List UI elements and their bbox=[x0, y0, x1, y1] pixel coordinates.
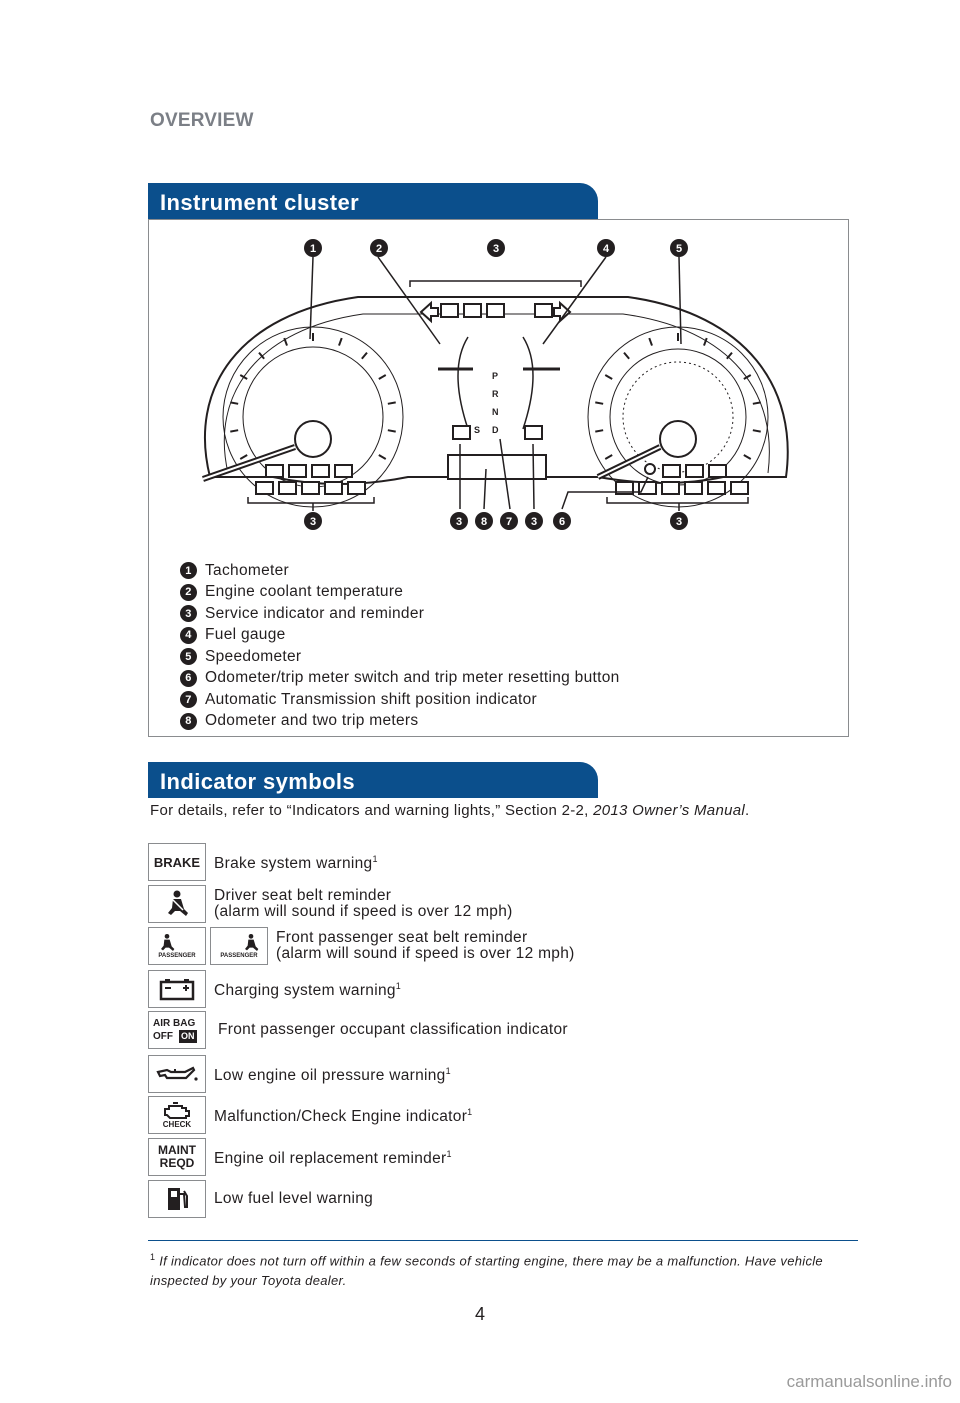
gear-s: S bbox=[474, 425, 481, 435]
passenger-icon-text: PASSENGER bbox=[158, 953, 196, 959]
legend-number: 6 bbox=[180, 670, 197, 687]
footnote-ref: 1 bbox=[467, 1107, 473, 1118]
legend-number: 2 bbox=[180, 584, 197, 601]
reqd-icon-text: REQD bbox=[159, 1156, 195, 1170]
footnote-ref: 1 bbox=[445, 1066, 451, 1077]
indicator-row bbox=[148, 1138, 452, 1176]
legend-number: 4 bbox=[180, 627, 197, 644]
legend-item bbox=[180, 560, 620, 582]
callout-4: 4 bbox=[602, 243, 610, 255]
legend-number: 1 bbox=[180, 562, 197, 579]
maint-reqd-icon bbox=[148, 1138, 206, 1176]
indicator-label-note: (alarm will sound if speed is over 12 mph) bbox=[276, 945, 575, 962]
indicator-label-text: Brake system warning bbox=[214, 855, 373, 873]
callout-2: 2 bbox=[375, 243, 383, 255]
legend-number: 8 bbox=[180, 713, 197, 730]
indicator-intro bbox=[150, 800, 830, 821]
legend-number: 7 bbox=[180, 691, 197, 708]
callout-8: 8 bbox=[480, 516, 488, 528]
brake-warning-icon bbox=[148, 843, 206, 881]
watermark: carmanualsonline.info bbox=[786, 1372, 952, 1391]
instrument-cluster-heading: Instrument cluster bbox=[148, 183, 598, 219]
indicator-label-text: Engine oil replacement reminder bbox=[214, 1150, 447, 1168]
callout-3-mid-left: 3 bbox=[455, 516, 463, 528]
legend-label: Odometer and two trip meters bbox=[205, 712, 419, 730]
check-icon-text: CHECK bbox=[162, 1119, 192, 1129]
indicator-row bbox=[148, 885, 513, 923]
indicator-row bbox=[148, 1180, 373, 1218]
indicator-row bbox=[148, 843, 378, 881]
indicator-row bbox=[148, 1055, 451, 1093]
legend-number: 3 bbox=[180, 605, 197, 622]
legend-number: 5 bbox=[180, 648, 197, 665]
battery-icon bbox=[148, 970, 206, 1008]
legend-label: Speedometer bbox=[205, 647, 302, 665]
check-engine-icon bbox=[148, 1096, 206, 1134]
brake-icon-text: BRAKE bbox=[153, 854, 201, 870]
callout-6: 6 bbox=[558, 516, 566, 528]
indicator-label-text: Front passenger seat belt reminder bbox=[276, 929, 528, 946]
indicator-row bbox=[148, 1011, 568, 1049]
footnote-ref: 1 bbox=[395, 981, 402, 992]
section-tag: OVERVIEW bbox=[150, 110, 254, 131]
intro-end: . bbox=[745, 802, 750, 819]
indicator-row bbox=[148, 970, 401, 1008]
legend-item bbox=[180, 711, 620, 733]
intro-manual-title: 2013 Owner’s Manual bbox=[593, 802, 746, 819]
intro-text: For details, refer to “Indicators and warning lights,” Section 2-2, bbox=[150, 802, 589, 819]
footnote-mark: 1 bbox=[150, 1252, 156, 1262]
indicator-label-text: Driver seat belt reminder bbox=[214, 887, 392, 904]
indicator-label bbox=[214, 1146, 452, 1167]
legend-item bbox=[180, 668, 620, 690]
gear-n: N bbox=[492, 407, 499, 417]
legend-item bbox=[180, 603, 620, 625]
airbag-icon-text: AIR BAG bbox=[153, 1017, 196, 1029]
callout-3-top: 3 bbox=[492, 243, 500, 255]
callout-3-left: 3 bbox=[309, 516, 317, 528]
indicator-row bbox=[148, 1096, 472, 1134]
airbag-off-icon bbox=[148, 1011, 206, 1049]
page-number: 4 bbox=[474, 1304, 485, 1324]
seatbelt-icon bbox=[148, 885, 206, 923]
gear-d: D bbox=[492, 425, 499, 435]
indicator-label bbox=[214, 851, 378, 872]
legend-label: Tachometer bbox=[205, 561, 289, 579]
legend-item bbox=[180, 582, 620, 604]
callout-7: 7 bbox=[505, 516, 513, 528]
indicator-label-text: Malfunction/Check Engine indicator bbox=[214, 1108, 468, 1126]
indicator-label bbox=[214, 888, 513, 920]
callout-5: 5 bbox=[675, 243, 683, 255]
instrument-cluster-diagram bbox=[148, 219, 849, 549]
fuel-pump-icon bbox=[148, 1180, 206, 1218]
oil-can-icon bbox=[148, 1055, 206, 1093]
passenger-seatbelt-icon-alt bbox=[210, 927, 268, 965]
indicator-symbols-heading: Indicator symbols bbox=[148, 762, 598, 798]
footnote-ref: 1 bbox=[446, 1149, 452, 1160]
indicator-label bbox=[214, 978, 401, 999]
airbag-off-text: OFF bbox=[153, 1030, 173, 1042]
cluster-legend bbox=[180, 560, 620, 732]
gear-r: R bbox=[492, 389, 499, 399]
legend-item bbox=[180, 689, 620, 711]
indicator-label bbox=[276, 930, 575, 962]
passenger-seatbelt-icon bbox=[148, 927, 206, 965]
indicator-row bbox=[148, 927, 575, 965]
passenger-icon-text-alt: PASSENGER bbox=[220, 953, 258, 959]
indicator-label bbox=[214, 1104, 472, 1125]
legend-label: Engine coolant temperature bbox=[205, 583, 404, 601]
maint-icon-text: MAINT bbox=[158, 1143, 196, 1157]
indicator-label: Low fuel level warning bbox=[214, 1190, 374, 1207]
footnote-text: If indicator does not turn off within a few seconds of starting engine, there may be a malfunction. Have vehicle inspected by your Toyota dealer. bbox=[150, 1253, 823, 1289]
legend-label: Fuel gauge bbox=[205, 626, 286, 644]
indicator-label-note: (alarm will sound if speed is over 12 mph) bbox=[214, 903, 513, 920]
footnote-ref: 1 bbox=[372, 854, 378, 865]
gear-p: P bbox=[492, 371, 499, 381]
legend-item bbox=[180, 625, 620, 647]
indicator-label-text: Low engine oil pressure warning bbox=[214, 1067, 446, 1085]
footnote-divider bbox=[148, 1240, 858, 1241]
airbag-on-text: ON bbox=[181, 1030, 195, 1041]
callout-3-mid-right: 3 bbox=[530, 516, 538, 528]
footnote bbox=[150, 1247, 850, 1291]
indicator-label bbox=[214, 1063, 451, 1084]
legend-item bbox=[180, 646, 620, 668]
callout-3-right: 3 bbox=[675, 516, 683, 528]
legend-label: Service indicator and reminder bbox=[205, 604, 425, 622]
indicator-label: Front passenger occupant classification indicator bbox=[218, 1021, 568, 1038]
callout-1: 1 bbox=[309, 243, 317, 255]
legend-label: Automatic Transmission shift position indicator bbox=[205, 690, 537, 708]
indicator-label-text: Charging system warning bbox=[214, 982, 396, 1000]
legend-label: Odometer/trip meter switch and trip meter resetting button bbox=[205, 669, 620, 687]
